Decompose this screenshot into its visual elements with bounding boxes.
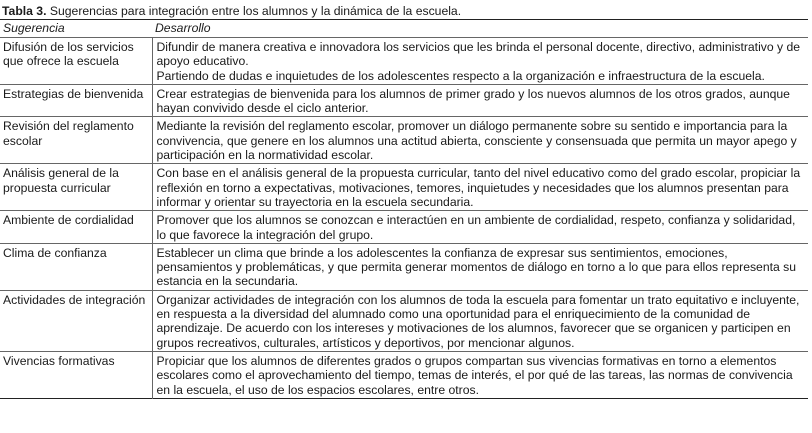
desarrollo-paragraph: Partiendo de dudas e inquietudes de los adolescentes respecto a la organización e infraestructura de la escuela.	[156, 68, 765, 83]
sugerencia-cell: Clima de confianza	[0, 243, 152, 290]
table-row	[0, 164, 808, 211]
desarrollo-paragraph: Establecer un clima que brinde a los adolescentes la confianza de expresar sus sentimientos, emociones, pensamientos y problemáticas, y que permita generar momentos de diálogo en torno a lo que para ellos representa su estancia en la secundaria.	[156, 245, 797, 289]
caption-text: Sugerencias para integración entre los alumnos y la dinámica de la escuela.	[46, 4, 462, 18]
desarrollo-paragraph: Mediante la revisión del reglamento escolar, promover un diálogo permanente sobre su sentido e importancia para la convivencia, que genere en los alumnos una actitud abierta, consciente y consensuada que permita un mayor apego y participación en la normatividad escolar.	[156, 119, 797, 163]
table-row	[0, 38, 808, 85]
caption-label: Tabla 3.	[2, 4, 47, 18]
sugerencia-cell: Revisión del reglamento escolar	[0, 117, 152, 164]
desarrollo-paragraph: Difundir de manera creativa e innovadora los servicios que les brinda el personal docente, directivo, administrativo y de apoyo educativo.	[156, 40, 801, 69]
table-row	[0, 211, 808, 244]
desarrollo-paragraph: Propiciar que los alumnos de diferentes grados o grupos compartan sus vivencias formativas en torno a elementos escolares como el aprovechamiento del tiempo, temas de interés, el por qué de las tareas, las normas de convivencia en la escuela, el uso de los espacios escolares, entre otros.	[156, 353, 793, 397]
desarrollo-cell	[152, 351, 808, 398]
sugerencia-cell: Ambiente de cordialidad	[0, 211, 152, 244]
desarrollo-cell	[152, 290, 808, 351]
table-row	[0, 117, 808, 164]
desarrollo-cell	[152, 84, 808, 117]
table-header-row	[0, 20, 808, 38]
desarrollo-cell	[152, 38, 808, 85]
sugerencia-cell: Estrategias de bienvenida	[0, 84, 152, 117]
table-body	[0, 38, 808, 399]
desarrollo-cell	[152, 211, 808, 244]
table-row	[0, 243, 808, 290]
sugerencia-cell: Difusión de los servicios que ofrece la escuela	[0, 38, 152, 85]
desarrollo-paragraph: Con base en el análisis general de la propuesta curricular, tanto del nivel educativo como del grado escolar, propiciar la reflexión en torno a expectativas, motivaciones, temores, inquietudes y necesidades que los alumnos presentan para informar y orientar su trayectoria en la escuela secundaria.	[156, 166, 801, 209]
desarrollo-paragraph: Organizar actividades de integración con los alumnos de toda la escuela para fomentar un trato equitativo e incluyente, en respuesta a la diversidad del alumnado como una oportunidad para el enriquecimiento de la comunidad de aprendizaje. De acuerdo con los intereses y motivaciones de los alumnos, favorecer que se organicen y participen en grupos recreativos, culturales, artísticos y deportivos, por mencionar algunos.	[156, 292, 800, 350]
sugerencia-cell: Actividades de integración	[0, 290, 152, 351]
header-desarrollo: Desarrollo	[155, 21, 211, 35]
desarrollo-paragraph: Crear estrategias de bienvenida para los alumnos de primer grado y los nuevos alumnos de los otros grados, aunque hayan convivido desde el ciclo anterior.	[156, 86, 790, 116]
desarrollo-cell	[152, 117, 808, 164]
table-row	[0, 84, 808, 117]
desarrollo-cell	[152, 164, 808, 211]
desarrollo-paragraph: Promover que los alumnos se conozcan e interactúen en un ambiente de cordialidad, respeto, confianza y solidaridad, lo que favorece la integración del grupo.	[156, 213, 796, 242]
sugerencia-cell: Vivencias formativas	[0, 351, 152, 398]
sugerencia-cell: Análisis general de la propuesta curricular	[0, 164, 152, 211]
table-caption	[0, 4, 808, 19]
table-row	[0, 351, 808, 398]
table-row	[0, 290, 808, 351]
header-sugerencia: Sugerencia	[3, 21, 65, 35]
desarrollo-cell	[152, 243, 808, 290]
suggestions-table	[0, 19, 808, 399]
